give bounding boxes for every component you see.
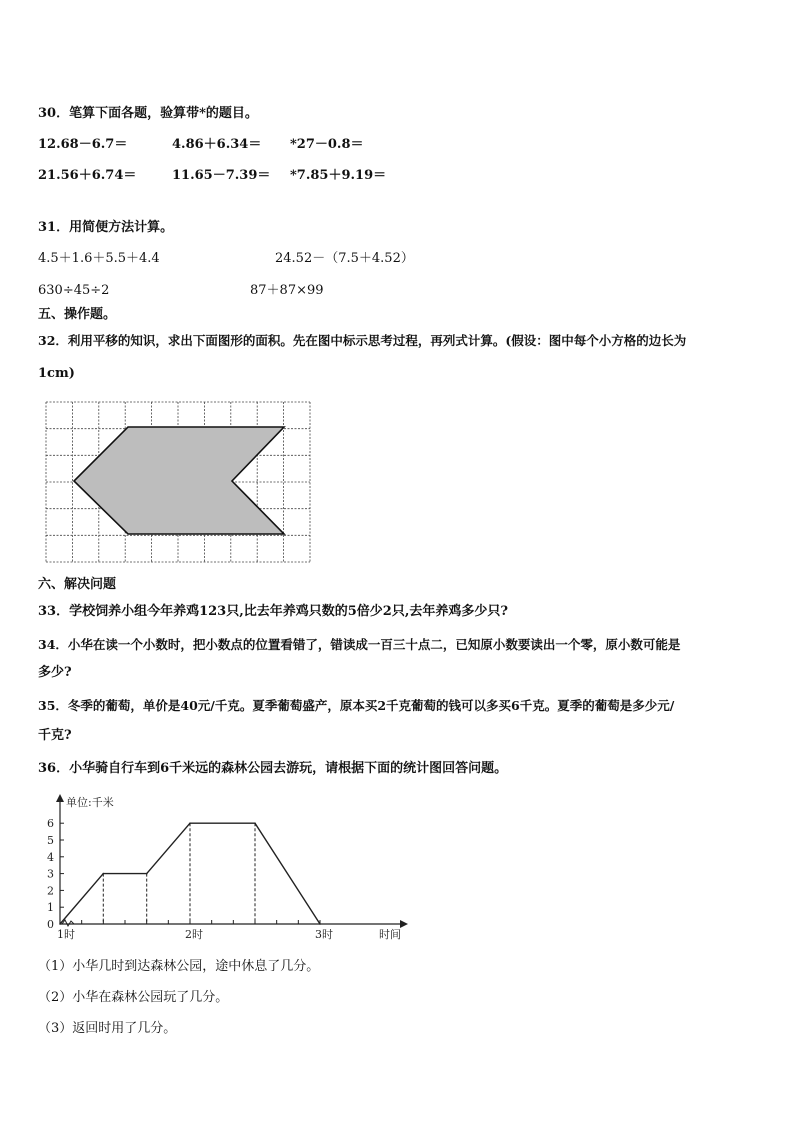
x-axis-label: 时间 [379,928,401,941]
q36-title: 36．小华骑自行车到6千米远的森林公园去游玩，请根据下面的统计图回答问题。 [38,761,508,776]
y-tick-label: 5 [47,834,54,847]
series-point [189,822,191,824]
q30-expr-3: *27－0.8＝ [290,137,364,152]
q36-sub-question-1: （1）小华几时到达森林公园，途中休息了几分。 [38,959,320,974]
q35-text-line1: 35．冬季的葡萄，单价是40元/千克。夏季葡萄盛产，原本买2千克葡萄的钱可以多买6千克。夏季的葡萄是多少元/ [38,698,675,713]
q34-text-line2: 多少? [38,665,72,680]
series-point [59,923,61,925]
q36-sub-question-3: （3）返回时用了几分。 [38,1021,177,1036]
q30-expr-4: 21.56＋6.74＝ [38,168,137,183]
x-tick-label: 3时 [315,928,333,941]
x-tick-label: 1时 [57,928,75,941]
series-point [254,822,256,824]
y-axis-label: 单位:千米 [66,796,114,809]
q34-text-line1: 34．小华在读一个小数时，把小数点的位置看错了，错读成一百三十点二，已知原小数要读出一个零，原小数可能是 [38,637,681,652]
q32-grid-figure [44,400,312,564]
q32-text-line2: 1cm) [38,366,75,381]
series-point [146,873,148,875]
section-5-heading: 五、操作题。 [38,307,117,322]
y-tick-label: 6 [47,817,54,831]
q31-title: 31．用简便方法计算。 [38,220,174,235]
q30-expr-5: 11.65－7.39＝ [172,168,271,183]
q32-text-line1: 32．利用平移的知识，求出下面图形的面积。先在图中标示思考过程，再列式计算。(假设：图中每个小方格的边长为 [38,333,687,348]
q31-expr-4: 87＋87×99 [250,283,324,298]
q30-title: 30．笔算下面各题，验算带*的题目。 [38,106,258,121]
axis-break-mark [62,920,74,926]
q36-sub-question-2: （2）小华在森林公园玩了几分。 [38,990,229,1005]
q31-expr-1: 4.5＋1.6＋5.5＋4.4 [38,251,160,266]
q30-expr-1: 12.68－6.7＝ [38,137,128,152]
q35-text-line2: 千克? [38,728,72,743]
q31-expr-2: 24.52－（7.5＋4.52） [275,251,414,266]
y-tick-label: 3 [47,867,54,881]
series-point [102,873,104,875]
y-axis-arrow [56,794,64,802]
q31-expr-3: 630÷45÷2 [38,283,110,298]
arrow-shape [74,427,284,534]
y-tick-label: 1 [47,901,54,915]
section-6-heading: 六、解决问题 [38,577,117,592]
y-tick-label: 4 [47,850,54,864]
y-tick-label: 0 [47,918,54,931]
x-tick-label: 2时 [185,928,203,941]
q30-expr-2: 4.86＋6.34＝ [172,137,262,152]
q33-text: 33．学校饲养小组今年养鸡123只,比去年养鸡只数的5倍少2只,去年养鸡多少只? [38,604,508,619]
distance-time-chart [30,792,410,942]
series-point [319,923,321,925]
q30-expr-6: *7.85＋9.19＝ [290,168,387,183]
x-axis-arrow [400,920,408,928]
y-tick-label: 2 [47,884,54,898]
